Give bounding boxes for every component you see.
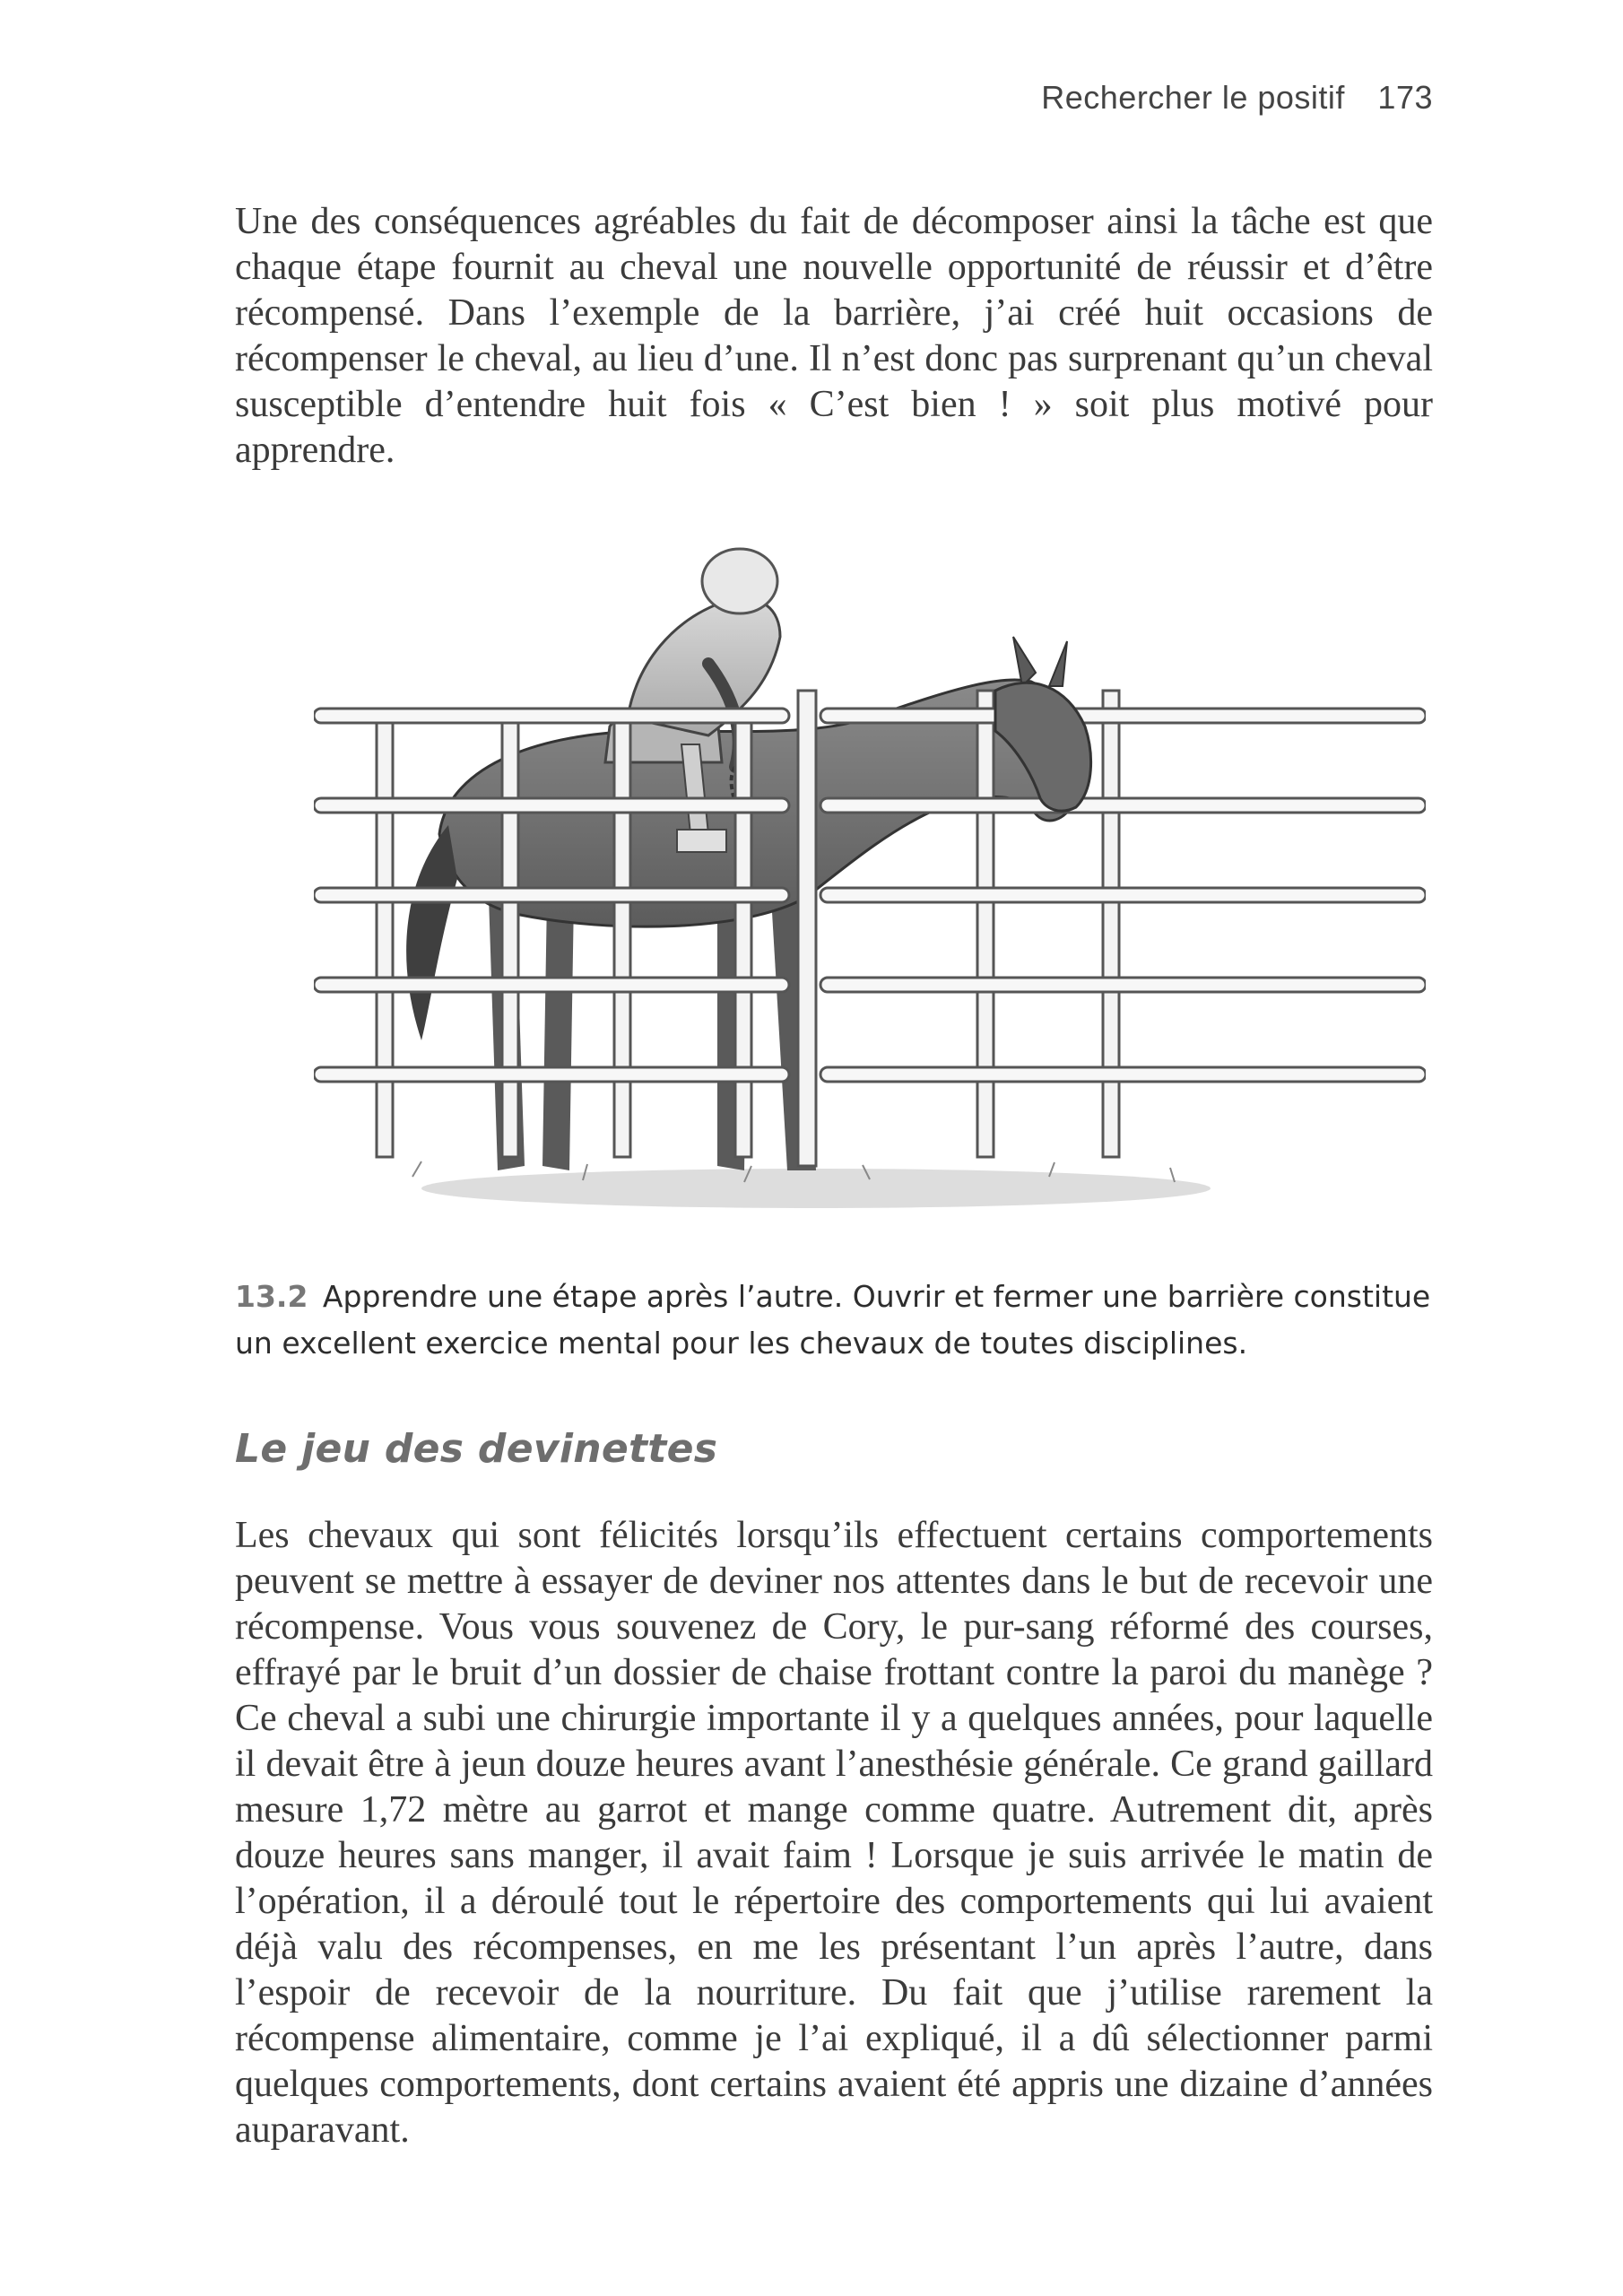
figure-number: 13.2 bbox=[235, 1279, 308, 1314]
running-title: Rechercher le positif bbox=[1041, 79, 1345, 116]
body-paragraph-1: Une des conséquences agréables du fait de décomposer ainsi la tâche est que chaque étape fournit au cheval une nouvelle opportunité de réussir et d’être récompensé. Dans l’exemple de la barrière, j’ai créé huit occasions de récompenser le cheval, au lieu d’une. Il n’est donc pas surprenant qu’un cheval susceptible d’entendre huit fois « C’est bien ! » soit plus motivé pour apprendre. bbox=[235, 201, 1433, 471]
figure-caption-text: Apprendre une étape après l’autre. Ouvrir et fermer une barrière constitue un excellent exercice mental pour les chevaux de toutes disciplines. bbox=[235, 1279, 1431, 1361]
figure-caption bbox=[235, 1274, 1433, 1367]
body-paragraph-2: Les chevaux qui sont félicités lorsqu’ils effectuent certains comportements peuvent se mettre à essayer de deviner nos attentes dans le but de recevoir une récompense. Vous vous souvenez de Cory, le pur-sang réformé des courses, effrayé par le bruit d’un dossier de chaise frottant contre la paroi du manège ? Ce cheval a subi une chirurgie importante il y a quelques années, pour laquelle il devait être à jeun douze heures avant l’anesthésie générale. Ce grand gaillard mesure 1,72 mètre au garrot et mange comme quatre. Autrement dit, après douze heures sans manger, il avait faim ! Lorsque je suis arrivée le matin de l’opération, il a déroulé tout le répertoire des comportements qui lui avaient déjà valu des récompenses, en me les présentant l’un après l’autre, dans l’espoir de recevoir de la nourriture. Du fait que j’utilise rarement la récompense alimentaire, comme je l’ai expliqué, il a dû sélectionner parmi quelques comportements, dont certains avaient été appris une dizaine d’années auparavant. bbox=[235, 1515, 1433, 2151]
horse-gate-illustration bbox=[314, 538, 1426, 1229]
running-header bbox=[1041, 79, 1433, 117]
page-number: 173 bbox=[1377, 79, 1433, 116]
section-heading: Le jeu des devinettes bbox=[235, 1426, 718, 1472]
